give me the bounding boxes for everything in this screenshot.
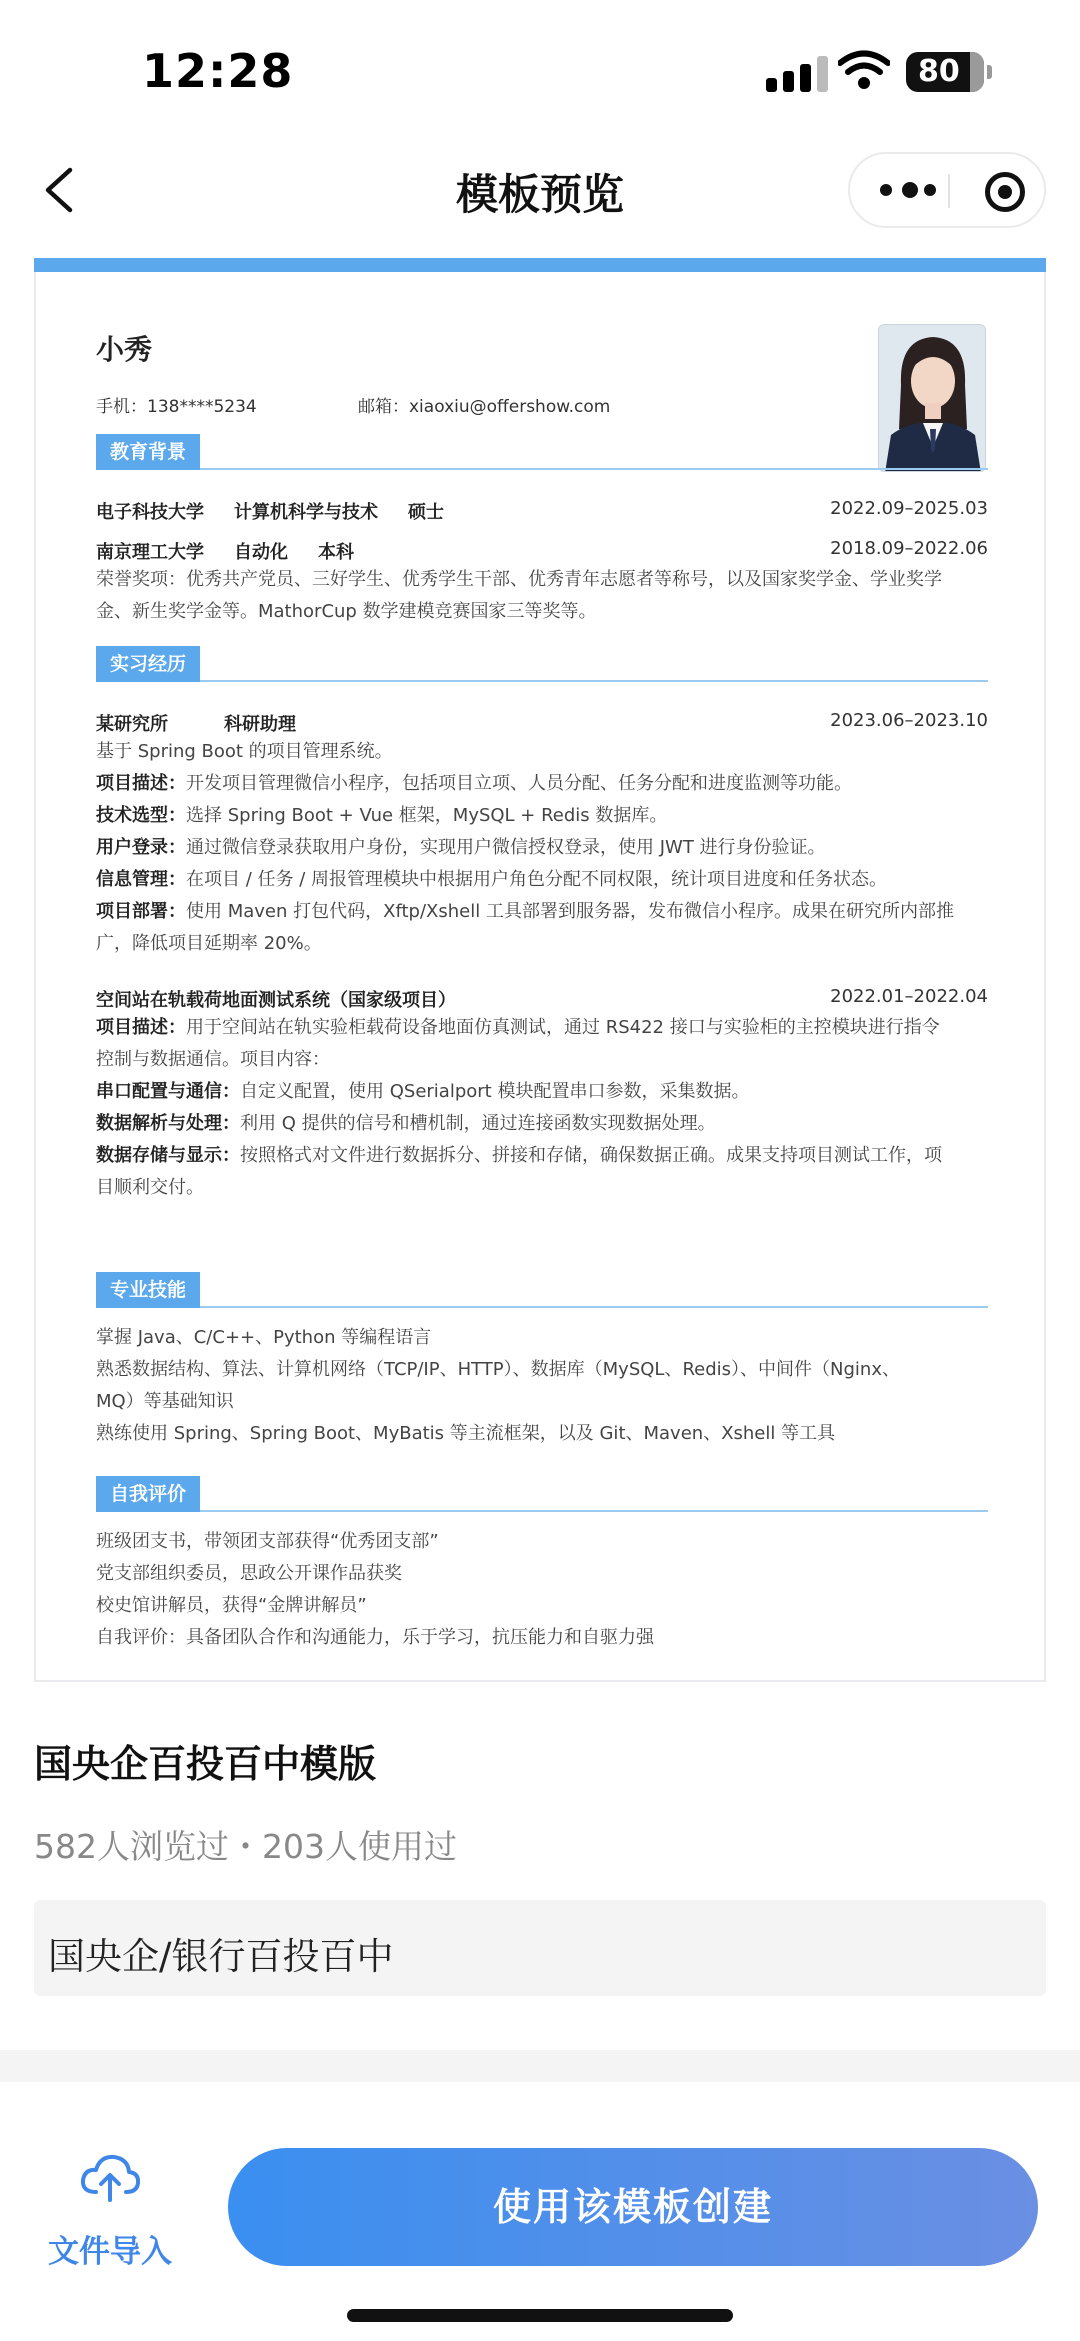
resume-name: 小秀 [96,333,153,366]
education-row [96,498,988,524]
more-dots-icon[interactable] [880,154,942,226]
date: 2022.01–2022.04 [830,986,988,1007]
file-import-label: 文件导入 [48,2234,172,2270]
resume-email: 邮箱：xiaoxiu@offershow.com [358,397,611,417]
school: 电子科技大学 [96,502,204,523]
degree: 硕士 [408,502,444,523]
education-row [96,538,988,564]
section-title: 自我评价 [96,1476,200,1512]
file-import-button[interactable] [30,2148,190,2268]
job-header [96,710,988,736]
school: 南京理工大学 [96,542,204,563]
section-title: 实习经历 [96,646,200,682]
mini-program-capsule [848,152,1046,228]
battery-icon [906,52,984,92]
template-title: 国央企百投百中模版 [34,1742,377,1786]
self-eval-line: 班级团支书，带领团支部获得“优秀团支部” [96,1531,439,1552]
status-bar [0,0,1080,140]
home-indicator [347,2309,733,2322]
self-eval-line: 党支部组织委员，思政公开课作品获奖 [96,1563,402,1584]
resume-phone: 手机：138****5234 [96,397,257,417]
section-title: 教育背景 [96,434,200,470]
skill-line: 掌握 Java、C/C++、Python 等编程语言 [96,1327,432,1348]
job-item-tail: 广，降低项目延期率 20%。 [96,933,322,954]
capsule-divider [948,174,950,208]
date: 2023.06–2023.10 [830,710,988,731]
job-item: 项目部署：使用 Maven 打包代码，Xftp/Xshell 工具部署到服务器，发布微信小程序。成果在研究所内部推 [96,901,954,922]
self-eval-line: 校史馆讲解员，获得“金牌讲解员” [96,1595,367,1616]
job-item: 项目描述：开发项目管理微信小程序，包括项目立项、人员分配、任务分配和进度监测等功能。 [96,773,852,794]
job-item: 信息管理：在项目 / 任务 / 周报管理模块中根据用户角色分配不同权限，统计项目进度和任务状态。 [96,869,888,890]
job-item: 数据存储与显示：按照格式对文件进行数据拆分、拼接和存储，确保数据正确。成果支持项目测试工作，项 [96,1145,942,1166]
cellular-signal-icon [766,56,828,92]
date: 2022.09–2025.03 [830,498,988,519]
skill-line: 熟悉数据结构、算法、计算机网络（TCP/IP、HTTP）、数据库（MySQL、Redis）、中间件（Nginx、 [96,1359,900,1380]
section-self-eval [96,1476,988,1512]
resume-top-accent [34,258,1046,272]
section-title: 专业技能 [96,1272,200,1308]
section-divider [0,2050,1080,2082]
skill-line: MQ）等基础知识 [96,1391,234,1412]
self-eval-line: 自我评价：具备团队合作和沟通能力，乐于学习，抗压能力和自驱力强 [96,1627,654,1648]
page-title: 模板预览 [455,170,624,219]
status-time: 12:28 [142,44,294,98]
major: 计算机科学与技术 [234,502,378,523]
project-header [96,986,988,1012]
target-icon[interactable] [985,172,1025,212]
role: 科研助理 [224,714,296,735]
job-item: 技术选型：选择 Spring Boot + Vue 框架，MySQL + Redis 数据库。 [96,805,668,826]
honors-line: 金、新生奖学金等。MathorCup 数学建模竞赛国家三等奖等。 [96,601,597,622]
create-with-template-button[interactable]: 使用该模板创建 [228,2148,1038,2266]
honors-line: 荣誉奖项：优秀共产党员、三好学生、优秀学生干部、优秀青年志愿者等称号，以及国家奖学金、学业奖学 [96,569,942,590]
template-tag [34,1900,1046,1996]
template-tag-label: 国央企/银行百投百中 [48,1935,394,1978]
nav-bar [0,140,1080,240]
job-item: 项目描述：用于空间站在轨实验柜载荷设备地面仿真测试，通过 RS422 接口与实验柜的主控模块进行指令 [96,1017,940,1038]
job-intro: 基于 Spring Boot 的项目管理系统。 [96,741,393,762]
section-education [96,434,988,470]
company: 某研究所 [96,714,168,735]
battery-level: 80 [918,54,960,89]
major: 自动化 [234,542,288,563]
cloud-upload-icon [80,2152,140,2204]
resume-preview[interactable] [34,258,1046,1682]
job-item-tail: 控制与数据通信。项目内容： [96,1049,330,1070]
wifi-icon [838,50,890,90]
job-item: 串口配置与通信：自定义配置，使用 QSerialport 模块配置串口参数，采集数据。 [96,1081,750,1102]
job-item: 数据解析与处理：利用 Q 提供的信号和槽机制，通过连接函数实现数据处理。 [96,1113,716,1134]
job-item: 用户登录：通过微信登录获取用户身份，实现用户微信授权登录，使用 JWT 进行身份验证。 [96,837,826,858]
skill-line: 熟练使用 Spring、Spring Boot、MyBatis 等主流框架，以及 Git、Maven、Xshell 等工具 [96,1423,836,1444]
section-skills [96,1272,988,1308]
date: 2018.09–2022.06 [830,538,988,559]
template-stats: 582人浏览过・203人使用过 [34,1827,457,1866]
job-item-tail: 目顺利交付。 [96,1177,204,1198]
project-title: 空间站在轨载荷地面测试系统（国家级项目） [96,990,456,1011]
degree: 本科 [318,542,354,563]
section-internship [96,646,988,682]
